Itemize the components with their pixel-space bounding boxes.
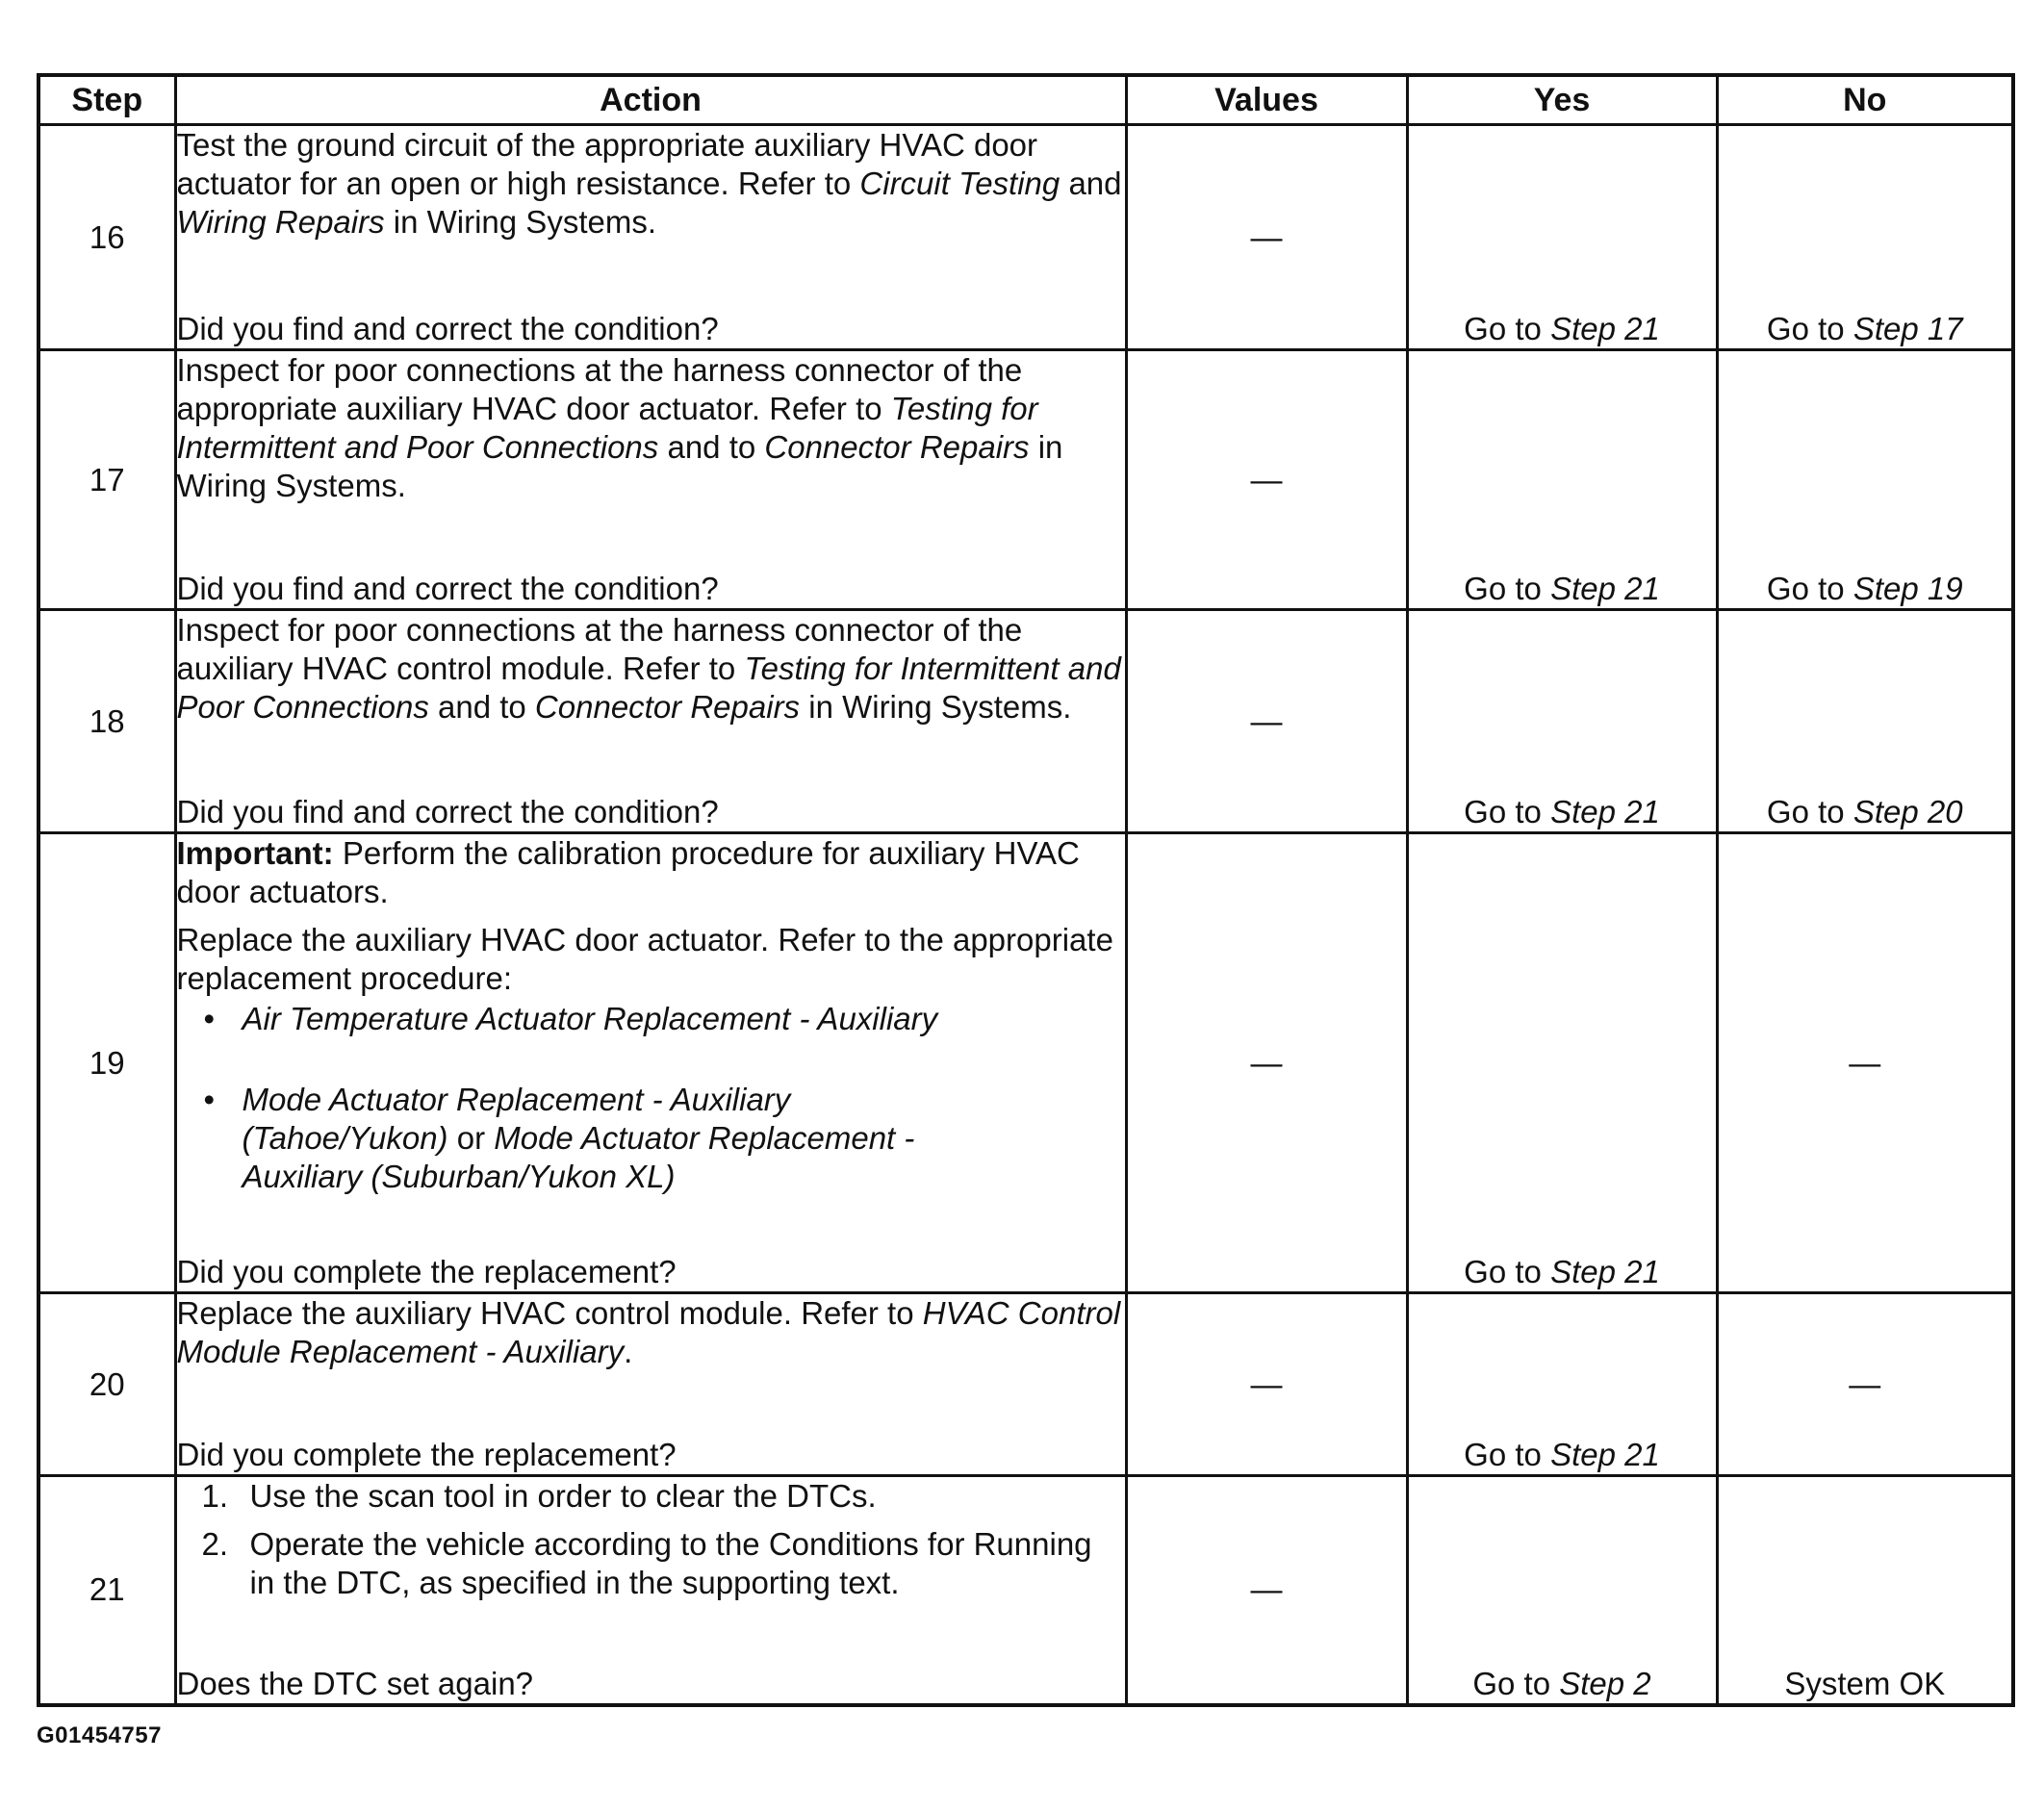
step-number: 19 bbox=[38, 833, 175, 1293]
no-step-link: Step 19 bbox=[1852, 571, 1963, 606]
step-number: 17 bbox=[38, 350, 175, 610]
yes-cell bbox=[1407, 1476, 1717, 1705]
action-text-part: Replace the auxiliary HVAC control module. Refer to bbox=[176, 1295, 923, 1331]
action-cell bbox=[175, 1476, 1126, 1705]
action-cell bbox=[175, 610, 1126, 833]
action-text-part: Inspect for poor connections at the harness connector of the appropriate auxiliary HVAC door actuator. Refer to bbox=[176, 352, 1023, 426]
procedure-list bbox=[177, 1000, 1125, 1196]
action-reference: Air Temperature Actuator Replacement - Auxiliary bbox=[242, 1001, 938, 1036]
no-cell bbox=[1717, 350, 2013, 610]
action-text-part: and to bbox=[428, 689, 535, 725]
action-text-part: in Wiring Systems. bbox=[176, 429, 1063, 503]
action-text-part: . bbox=[624, 1334, 633, 1369]
action-reference: HVAC Control Module Replacement - Auxiliary bbox=[176, 1295, 1121, 1369]
action-text-part: and bbox=[1060, 166, 1122, 201]
list-item bbox=[202, 1477, 1125, 1516]
action-reference: Circuit Testing bbox=[859, 166, 1060, 201]
action-text-part: in Wiring Systems. bbox=[800, 689, 1072, 725]
action-cell bbox=[175, 1293, 1126, 1476]
no-cell: — bbox=[1717, 833, 2013, 1293]
step-number: 18 bbox=[38, 610, 175, 833]
table-row bbox=[38, 610, 2013, 833]
list-item bbox=[225, 1081, 1125, 1196]
values-cell: — bbox=[1126, 1293, 1407, 1476]
action-question: Did you complete the replacement? bbox=[176, 1254, 677, 1289]
yes-step-link: Step 21 bbox=[1550, 571, 1660, 606]
action-body bbox=[177, 834, 1125, 1196]
step-number: 16 bbox=[38, 125, 175, 350]
action-reference: Mode Actuator Replacement - Auxiliary (Suburban/Yukon XL) bbox=[242, 1120, 915, 1194]
no-step-link: Step 17 bbox=[1852, 311, 1963, 346]
action-cell bbox=[175, 350, 1126, 610]
action-reference: Connector Repairs bbox=[534, 689, 801, 725]
values-cell: — bbox=[1126, 125, 1407, 350]
header-yes: Yes bbox=[1407, 75, 1717, 125]
action-reference: Wiring Repairs bbox=[176, 204, 385, 240]
yes-cell bbox=[1407, 833, 1717, 1293]
action-text bbox=[177, 126, 1125, 242]
action-text-part: Test the ground circuit of the appropriate auxiliary HVAC door actuator for an open or high resistance. Refer to bbox=[176, 127, 1038, 201]
values-cell: — bbox=[1126, 1476, 1407, 1705]
list-item bbox=[225, 1000, 1125, 1038]
no-prefix: Go to bbox=[1766, 571, 1853, 606]
action-reference: Testing for Intermittent and Poor Connections bbox=[176, 650, 1121, 725]
no-cell: System OK bbox=[1717, 1476, 2013, 1705]
no-cell bbox=[1717, 125, 2013, 350]
important-text: Perform the calibration procedure for auxiliary HVAC door actuators. bbox=[176, 835, 1080, 909]
action-question: Does the DTC set again? bbox=[176, 1665, 534, 1701]
table-row bbox=[38, 1293, 2013, 1476]
yes-step-link: Step 21 bbox=[1550, 1254, 1660, 1289]
yes-cell bbox=[1407, 610, 1717, 833]
action-question: Did you find and correct the condition? bbox=[176, 311, 719, 346]
list-item bbox=[202, 1525, 1125, 1602]
header-values: Values bbox=[1126, 75, 1407, 125]
action-cell bbox=[175, 833, 1126, 1293]
step-number: 21 bbox=[38, 1476, 175, 1705]
table-row bbox=[38, 833, 2013, 1293]
action-cell bbox=[175, 125, 1126, 350]
action-question: Did you complete the replacement? bbox=[176, 1437, 677, 1472]
yes-step-link: Step 21 bbox=[1550, 1437, 1660, 1472]
table-row bbox=[38, 1476, 2013, 1705]
yes-step-link: Step 21 bbox=[1550, 794, 1660, 829]
diagnostic-table bbox=[37, 73, 2015, 1707]
action-text-part: in Wiring Systems. bbox=[384, 204, 656, 240]
important-note bbox=[177, 834, 1125, 911]
action-reference: Connector Repairs bbox=[764, 429, 1030, 465]
yes-cell bbox=[1407, 125, 1717, 350]
action-question: Did you find and correct the condition? bbox=[176, 571, 719, 606]
yes-prefix: Go to bbox=[1472, 1665, 1560, 1701]
values-cell: — bbox=[1126, 833, 1407, 1293]
table-row bbox=[38, 125, 2013, 350]
action-text-part: and to bbox=[658, 429, 765, 465]
action-text: Replace the auxiliary HVAC door actuator. Refer to the appropriate replacement procedure: bbox=[176, 922, 1113, 996]
action-text bbox=[177, 611, 1125, 727]
step-number: 20 bbox=[38, 1293, 175, 1476]
yes-prefix: Go to bbox=[1464, 794, 1551, 829]
values-cell: — bbox=[1126, 350, 1407, 610]
yes-cell bbox=[1407, 1293, 1717, 1476]
no-cell bbox=[1717, 610, 2013, 833]
action-text-part: Inspect for poor connections at the harness connector of the auxiliary HVAC control module. Refer to bbox=[176, 612, 1023, 686]
list-number: 1. bbox=[201, 1478, 229, 1514]
no-cell: — bbox=[1717, 1293, 2013, 1476]
important-label: Important: bbox=[176, 835, 334, 871]
header-no: No bbox=[1717, 75, 2013, 125]
list-number: 2. bbox=[201, 1526, 229, 1562]
yes-prefix: Go to bbox=[1464, 311, 1551, 346]
numbered-list bbox=[177, 1477, 1125, 1612]
yes-prefix: Go to bbox=[1464, 1437, 1551, 1472]
values-cell: — bbox=[1126, 610, 1407, 833]
list-text: Use the scan tool in order to clear the DTCs. bbox=[249, 1478, 877, 1514]
no-prefix: Go to bbox=[1766, 311, 1853, 346]
yes-prefix: Go to bbox=[1464, 571, 1551, 606]
table-row bbox=[38, 350, 2013, 610]
header-step: Step bbox=[38, 75, 175, 125]
no-step-link: Step 20 bbox=[1852, 794, 1963, 829]
yes-step-link: Step 2 bbox=[1559, 1665, 1651, 1701]
action-reference: Testing for Intermittent and Poor Connections bbox=[176, 391, 1038, 465]
action-text bbox=[177, 1294, 1125, 1371]
list-text: Operate the vehicle according to the Conditions for Running in the DTC, as specified in the supporting text. bbox=[249, 1526, 1092, 1600]
yes-cell bbox=[1407, 350, 1717, 610]
yes-prefix: Go to bbox=[1464, 1254, 1551, 1289]
action-text-part: or bbox=[447, 1120, 495, 1156]
action-question: Did you find and correct the condition? bbox=[176, 794, 719, 829]
no-prefix: Go to bbox=[1766, 794, 1853, 829]
yes-step-link: Step 21 bbox=[1550, 311, 1660, 346]
action-text bbox=[177, 351, 1125, 505]
table-header-row bbox=[38, 75, 2013, 125]
action-reference: Mode Actuator Replacement - Auxiliary (Tahoe/Yukon) bbox=[242, 1082, 791, 1156]
figure-id: G01454757 bbox=[37, 1722, 162, 1748]
header-action: Action bbox=[175, 75, 1126, 125]
